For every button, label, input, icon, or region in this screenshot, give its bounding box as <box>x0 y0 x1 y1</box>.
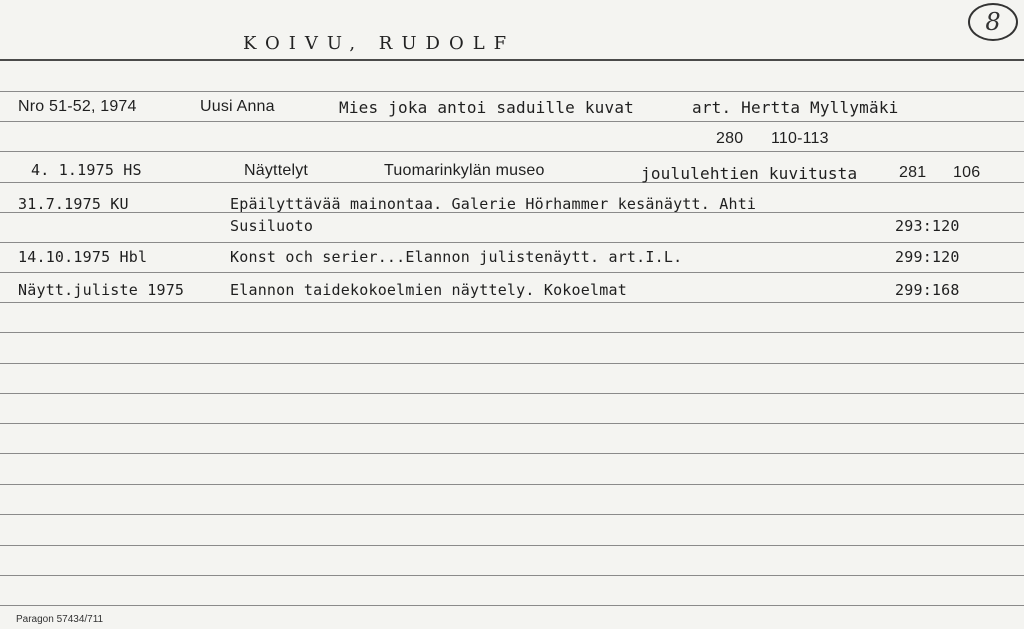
entry-2-type: Näyttelyt <box>244 162 309 179</box>
card-footer: Paragon 57434/711 <box>16 614 104 625</box>
entry-3-date: 31.7.1975 KU <box>18 195 129 213</box>
rule-line <box>0 242 1024 243</box>
entry-1-ref: Nro 51-52, 1974 <box>18 98 137 115</box>
entry-1-page: 280 <box>716 130 744 147</box>
entry-5-text: Elannon taidekokoelmien näyttely. Kokoelmat <box>230 281 627 299</box>
entry-4-text: Konst och serier...Elannon julistenäytt. art.I.L. <box>230 248 683 266</box>
rule-line <box>0 121 1024 122</box>
entry-4-date: 14.10.1975 Hbl <box>18 248 148 266</box>
entry-5-date: Näytt.juliste 1975 <box>18 281 185 299</box>
rule-line <box>0 393 1024 394</box>
entry-2-date: 4. 1.1975 HS <box>31 161 142 179</box>
entry-4-ref: 299:120 <box>895 248 960 266</box>
rule-line <box>0 272 1024 273</box>
rule-line <box>0 484 1024 485</box>
rule-line <box>0 151 1024 152</box>
rule-line <box>0 363 1024 364</box>
entry-2-venue: Tuomarinkylän museo <box>384 162 545 179</box>
entry-3-ref: 293:120 <box>895 217 960 235</box>
rule-line <box>0 545 1024 546</box>
rule-line <box>0 514 1024 515</box>
entry-5-ref: 299:168 <box>895 281 960 299</box>
entry-1-title: Mies joka antoi saduille kuvat <box>339 98 634 117</box>
entry-3-text2: Susiluoto <box>230 217 314 235</box>
entry-2-col2: 106 <box>953 164 981 181</box>
entry-2-col1: 281 <box>899 164 927 181</box>
rule-line <box>0 423 1024 424</box>
card-title: KOIVU, RUDOLF <box>243 33 516 54</box>
rule-line <box>0 605 1024 606</box>
rule-line <box>0 302 1024 303</box>
entry-2-topic: joululehtien kuvitusta <box>641 164 858 183</box>
entry-1-note: art. Hertta Myllymäki <box>692 98 899 117</box>
rule-line <box>0 182 1024 183</box>
card-number: 8 <box>968 3 1018 41</box>
rule-line <box>0 575 1024 576</box>
rule-line <box>0 91 1024 92</box>
rule-line <box>0 453 1024 454</box>
entry-1-pages: 110-113 <box>771 130 829 147</box>
rule-line <box>0 332 1024 333</box>
entry-1-author: Uusi Anna <box>200 98 275 115</box>
entry-3-text: Epäilyttävää mainontaa. Galerie Hörhammer kesänäytt. Ahti <box>230 195 757 213</box>
rule-line <box>0 59 1024 61</box>
